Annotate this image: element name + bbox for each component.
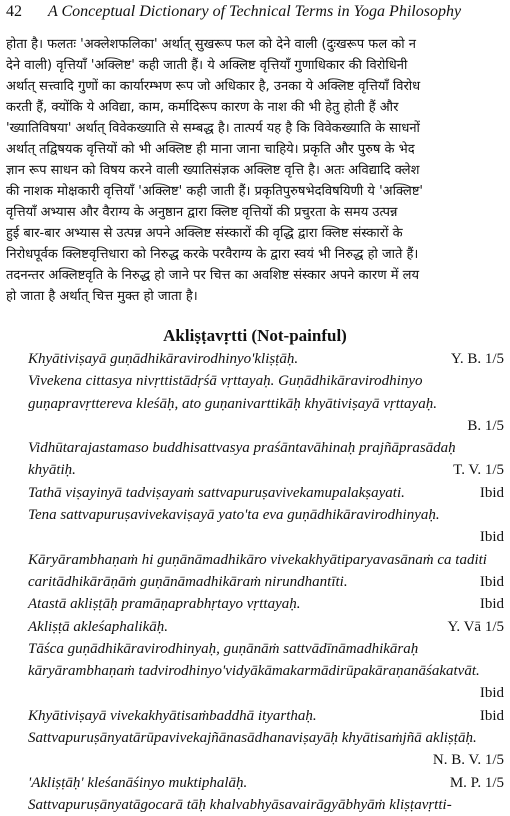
reference-text: Tathā viṣayinyā tadviṣayaṁ sattvapuruṣavivekamupalakṣayati.: [28, 484, 405, 501]
reference-text: Tāśca guṇādhikāravirodhinyaḥ, guṇānāṁ sattvādīnāmadhikāraḥ: [28, 640, 419, 657]
reference-text: Tena sattvapuruṣavivekaviṣayā yato'ta eva guṇādhikāravirodhinyaḥ.: [28, 507, 440, 524]
reference-line: [6, 571, 504, 593]
hindi-line: निरोधपूर्वक क्लिष्टवृत्तिधारा को निरुद्ध करके परवैराग्य के द्वारा स्वयं भी निरुद्ध हो जाते हैं।: [6, 247, 419, 262]
hindi-line: अर्थात् तद्विषयक वृत्तियों को भी अक्लिष्ट ही माना जाना चाहिये। प्रकृति और पुरुष के भेद: [6, 142, 415, 157]
reference-line: [6, 393, 504, 415]
reference-text: Khyātiviṣayā vivekakhyātisaṁbaddhā ityarthaḥ.: [28, 707, 317, 724]
reference-line: [6, 348, 504, 370]
hindi-line: होता है। फलतः 'अक्लेशफलिका' अर्थात् सुखरूप फल को देने वाली (दुःखरूप फल को न: [6, 37, 416, 52]
reference-source: M. P. 1/5: [449, 774, 504, 791]
reference-line: [6, 526, 504, 548]
reference-line: [6, 749, 504, 771]
reference-text: Akliṣṭā akleśaphalikāḥ.: [28, 618, 168, 635]
reference-text: caritādhikārāṇāṁ guṇānāmadhikāraṁ nirundhantīti.: [28, 573, 348, 590]
reference-source: N. B. V. 1/5: [432, 752, 504, 769]
reference-line: [6, 370, 504, 392]
reference-line: [6, 459, 504, 481]
reference-source: Ibid: [479, 707, 504, 724]
reference-text: 'Akliṣṭāḥ' kleśanāśinyo muktiphalāḥ.: [28, 774, 248, 791]
reference-source: Ibid: [479, 596, 504, 613]
hindi-line: तदनन्तर अक्लिष्टवृति के निरुद्ध हो जाने पर चित्त का अवशिष्ट संस्कार अपने कारण में लय: [6, 268, 419, 283]
reference-text: khyātiḥ.: [28, 462, 76, 479]
hindi-line: अर्थात् सत्त्वादि गुणों का कार्यारम्भण रूप जो अधिकार है, उनका ये अक्लिष्ट वृत्तियाँ विरोध: [6, 79, 421, 94]
reference-line: [6, 415, 504, 437]
hindi-line: वृत्तियाँ अभ्यास और वैराग्य के अनुष्ठान द्वारा क्लिष्ट वृत्तियों की प्रचुरता के समय उत्पन्न: [6, 205, 398, 220]
hindi-paragraph: [6, 34, 504, 307]
reference-source: B. 1/5: [467, 417, 504, 434]
page-header: [6, 3, 504, 25]
reference-text: guṇapravṛttereva kleśāḥ, ato guṇanivarttikāḥ khyātiviṣayā vṛttayaḥ.: [28, 395, 437, 412]
reference-line: [6, 682, 504, 704]
hindi-line: 'ख्यातिविषया' अर्थात् विवेकख्याति से सम्बद्ध है। तात्पर्य यह है कि विवेकख्याति के साधनों: [6, 121, 420, 136]
reference-line: [6, 727, 504, 749]
reference-source: Ibid: [479, 573, 504, 590]
reference-line: [6, 660, 504, 682]
hindi-line: हो जाता है अर्थात् चित्त मुक्त हो जाता है।: [6, 289, 198, 304]
hindi-line: हुई बार-बार अभ्यास से उत्पन्न अपने अक्लिष्ट संस्कारों की वृद्धि द्वारा क्लिष्ट संस्कारों के: [6, 226, 403, 241]
reference-line: [6, 794, 504, 816]
reference-text: Sattvapuruṣānyatāgocarā tāḥ khalvabhyāsavairāgyābhyāṁ kliṣṭavṛtti-: [28, 796, 452, 813]
reference-line: [6, 705, 504, 727]
reference-source: Ibid: [479, 529, 504, 546]
reference-text: Sattvapuruṣānyatārūpavivekajñānasādhanaviṣayāḥ khyātisaṁjñā akliṣṭāḥ.: [28, 730, 477, 747]
reference-text: Vivekena cittasya nivṛttistādṛśā vṛttayaḥ. Guṇādhikāravirodhinyo: [28, 373, 423, 390]
reference-line: [6, 549, 504, 571]
reference-line: [6, 437, 504, 459]
reference-list: [6, 348, 504, 816]
reference-source: Ibid: [479, 484, 504, 501]
reference-text: kāryārambhaṇaṁ tadvirodhinyo'vidyākāmakarmādirūpakāraṇanāśakatvāt.: [28, 663, 480, 680]
running-title: A Conceptual Dictionary of Technical Terms in Yoga Philosophy: [48, 3, 462, 20]
reference-source: Y. B. 1/5: [450, 351, 504, 367]
reference-source: Ibid: [479, 685, 504, 702]
reference-line: [6, 616, 504, 638]
reference-text: Khyātiviṣayā guṇādhikāravirodhinyo'kliṣṭāḥ.: [28, 351, 299, 367]
reference-source: Y. Vā 1/5: [447, 618, 504, 635]
reference-text: Atastā akliṣṭāḥ pramāṇaprabhṛtayo vṛttayaḥ.: [28, 596, 301, 613]
reference-line: [6, 504, 504, 526]
hindi-line: देने वाली) वृत्तियाँ 'अक्लिष्ट' कही जाती हैं। ये अक्लिष्ट वृत्तियाँ गुणाधिकार की विरोधिनी: [6, 58, 408, 73]
section-title: Akliṣṭavṛtti (Not-painful): [163, 326, 347, 345]
hindi-line: की नाशक मोक्षकारी वृत्तियाँ 'अक्लिष्ट' कही जाती हैं। प्रकृतिपुरुषभेदविषयिणी ये 'अक्लिष्ट': [6, 184, 424, 199]
reference-text: Vidhūtarajastamaso buddhisattvasya praśāntavāhinaḥ prajñāprasādaḥ: [28, 440, 456, 457]
reference-line: [6, 638, 504, 660]
hindi-line: ज्ञान रूप साधन को विषय करने वाली ख्यातिसंज्ञक अक्लिष्ट वृत्ति है। अतः अविद्यादि क्लेश: [6, 163, 420, 178]
reference-source: T. V. 1/5: [453, 462, 504, 479]
reference-line: [6, 772, 504, 794]
reference-line: [6, 482, 504, 504]
reference-text: Kāryārambhaṇaṁ hi guṇānāmadhikāro vivekakhyātiparyavasānaṁ ca taditi: [28, 551, 487, 568]
reference-line: [6, 593, 504, 615]
page-number: 42: [6, 3, 22, 20]
hindi-line: करती हैं, क्योंकि ये अविद्या, काम, कर्मादिरूप कारण के नाश की भी हेतु होती हैं और: [6, 100, 399, 115]
